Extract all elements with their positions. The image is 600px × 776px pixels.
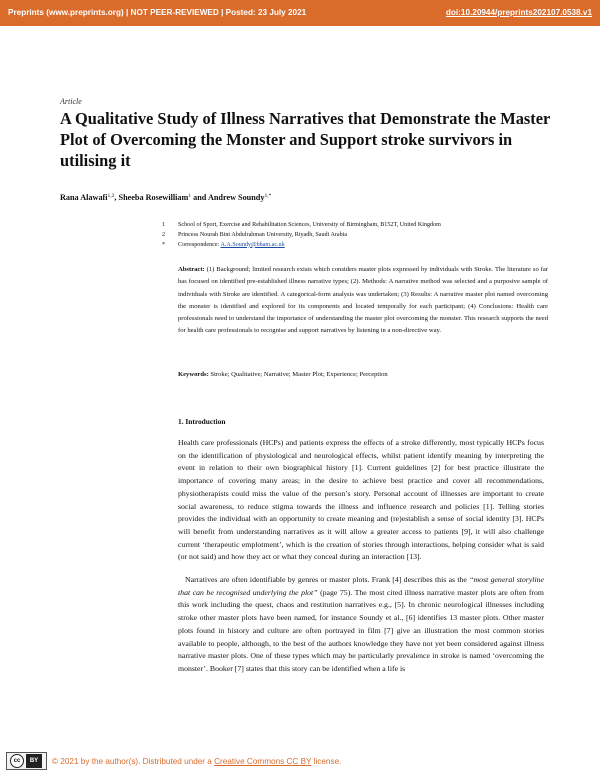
abstract-text: (1) Background; limited research exists which considers master plots expressed by individuals with Stroke. The literature so far has focused on identified pre-established illness narrative types; (2). Methods: A narrative method was selected and a purposive sample of individuals with Stroke are identified. A categorical-form analysis was undertaken; (3) Results: A narrative master plot named overcoming the monster is identified and explored for its components and located temporally for each participant; (4) Conclusions: Health care professionals need to understand the importance of understanding the master plot overcoming the monster. This research supports the need for health care professionals to recognise and support narratives by listening in a non-directive way. — [178, 266, 548, 335]
license-suffix: license. — [311, 757, 342, 766]
license-link[interactable]: Creative Commons CC BY — [214, 757, 312, 766]
header-separator: | — [218, 8, 226, 17]
license-prefix: © 2021 by the author(s). Distributed under a — [52, 757, 215, 766]
author-name: Rana Alawafi — [60, 193, 108, 202]
affiliation-item — [162, 231, 441, 241]
author-affiliation-mark: 1,* — [264, 193, 272, 199]
section-heading-introduction: 1. Introduction — [178, 417, 226, 426]
peer-review-status: NOT PEER-REVIEWED — [130, 8, 219, 17]
affiliation-number: 2 — [162, 231, 166, 238]
paragraph-text: Narratives are often identifiable by genres or master plots. Frank [4] describes this as the — [185, 575, 470, 584]
author-separator: , — [114, 193, 119, 202]
correspondence-label: Correspondence: — [178, 241, 221, 248]
doi-link[interactable]: doi:10.20944/preprints202107.0538.v1 — [445, 8, 592, 17]
article-type-label: Article — [60, 97, 82, 106]
abstract — [178, 264, 548, 338]
affiliation-number: * — [162, 241, 166, 248]
header-left — [8, 8, 306, 17]
affiliation-item — [162, 221, 441, 231]
keywords — [178, 369, 548, 381]
affiliation-number: 1 — [162, 222, 166, 228]
preprints-site-link[interactable]: Preprints (www.preprints.org) — [8, 8, 124, 17]
correspondence-email-link[interactable]: A.A.Soundy@bham.ac.uk — [220, 241, 285, 248]
header-separator: | — [123, 8, 131, 17]
preprint-header-bar — [0, 0, 600, 26]
abstract-label: Abstract: — [178, 266, 205, 273]
affiliation-list — [162, 221, 441, 250]
author-list — [60, 193, 271, 202]
intro-paragraph: Health care professionals (HCPs) and patients express the effects of a stroke differently, most typically HCPs focus on the identification of physiological and neurological effects, whilst patient identify meaning by interpreting the event in relation to their own biographical history [1]. Current guidelines [2] for best practice illustrate the importance of covering many areas; in the desire to achieve best practice and cover all recommendations, physiotherapists could miss the value of the person’s story. Personal account of illnesses are important to create social awareness, to reduce stigma towards the illness and influence research and policies [1]. Telling stories provides the individual with an opportunity to create meaning and (re)establish a sense of social identity [3]. HCPs will benefit from understanding narratives as it will allow a greater access to patients [9], it will also challenge current ‘therapeutic emplotment’, which is the creation of stories through interactions, helping consider what is said (or not said) and how they act or what they conceal during an interaction [13]. — [178, 438, 544, 562]
author-affiliation-mark: 1,2 — [107, 193, 115, 199]
correspondence-item — [162, 241, 441, 251]
keywords-text: Stroke; Qualitative; Narrative; Master Plot; Experience; Perception — [208, 371, 388, 378]
intro-paragraph — [178, 574, 544, 676]
author-name: Andrew Soundy — [207, 193, 265, 202]
cc-by-badge[interactable] — [6, 752, 47, 770]
posted-date: Posted: 23 July 2021 — [225, 8, 307, 17]
creative-commons-icon: cc — [10, 754, 24, 768]
paragraph-text: (page 75). The most cited illness narrative master plots are often from this work including the quest, chaos and restitution narratives e.g., [5]. In chronic neurological illnesses including stroke other master plots have been named, for instance Soundy et al., [6] identifies 13 master plots. Other master plots found in history and culture are often portrayed in film [7] give an illustration the most common stories available to people, although, to the best of the authors knowledge they have not yet been considered against illness narrative master plots. One of these types which may be particularly prevalence in stroke is named ‘overcoming the monster’. Booker [7] states that this story can be identified when a life is — [178, 587, 544, 673]
keywords-label: Keywords: — [178, 371, 209, 378]
affiliation-text: School of Sport, Exercise and Rehabilitation Sciences, University of Birmingham, B152T, United Kingdom — [178, 222, 441, 228]
quoted-definition: “most general storyline that can be recognised underlying the plot” — [178, 575, 544, 597]
license-footer — [52, 757, 341, 766]
paper-title: A Qualitative Study of Illness Narratives that Demonstrate the Master Plot of Overcoming the Monster and Support stroke survivors in utilising it — [60, 109, 550, 170]
author-name: Sheeba Rosewilliam — [118, 193, 189, 202]
author-separator: and — [191, 193, 208, 202]
attribution-icon: BY — [26, 754, 42, 768]
author-affiliation-mark: 1 — [188, 193, 192, 199]
affiliation-text: Princess Nourah Bint Abdulrahman University, Riyadh, Saudi Arabia — [178, 231, 348, 238]
